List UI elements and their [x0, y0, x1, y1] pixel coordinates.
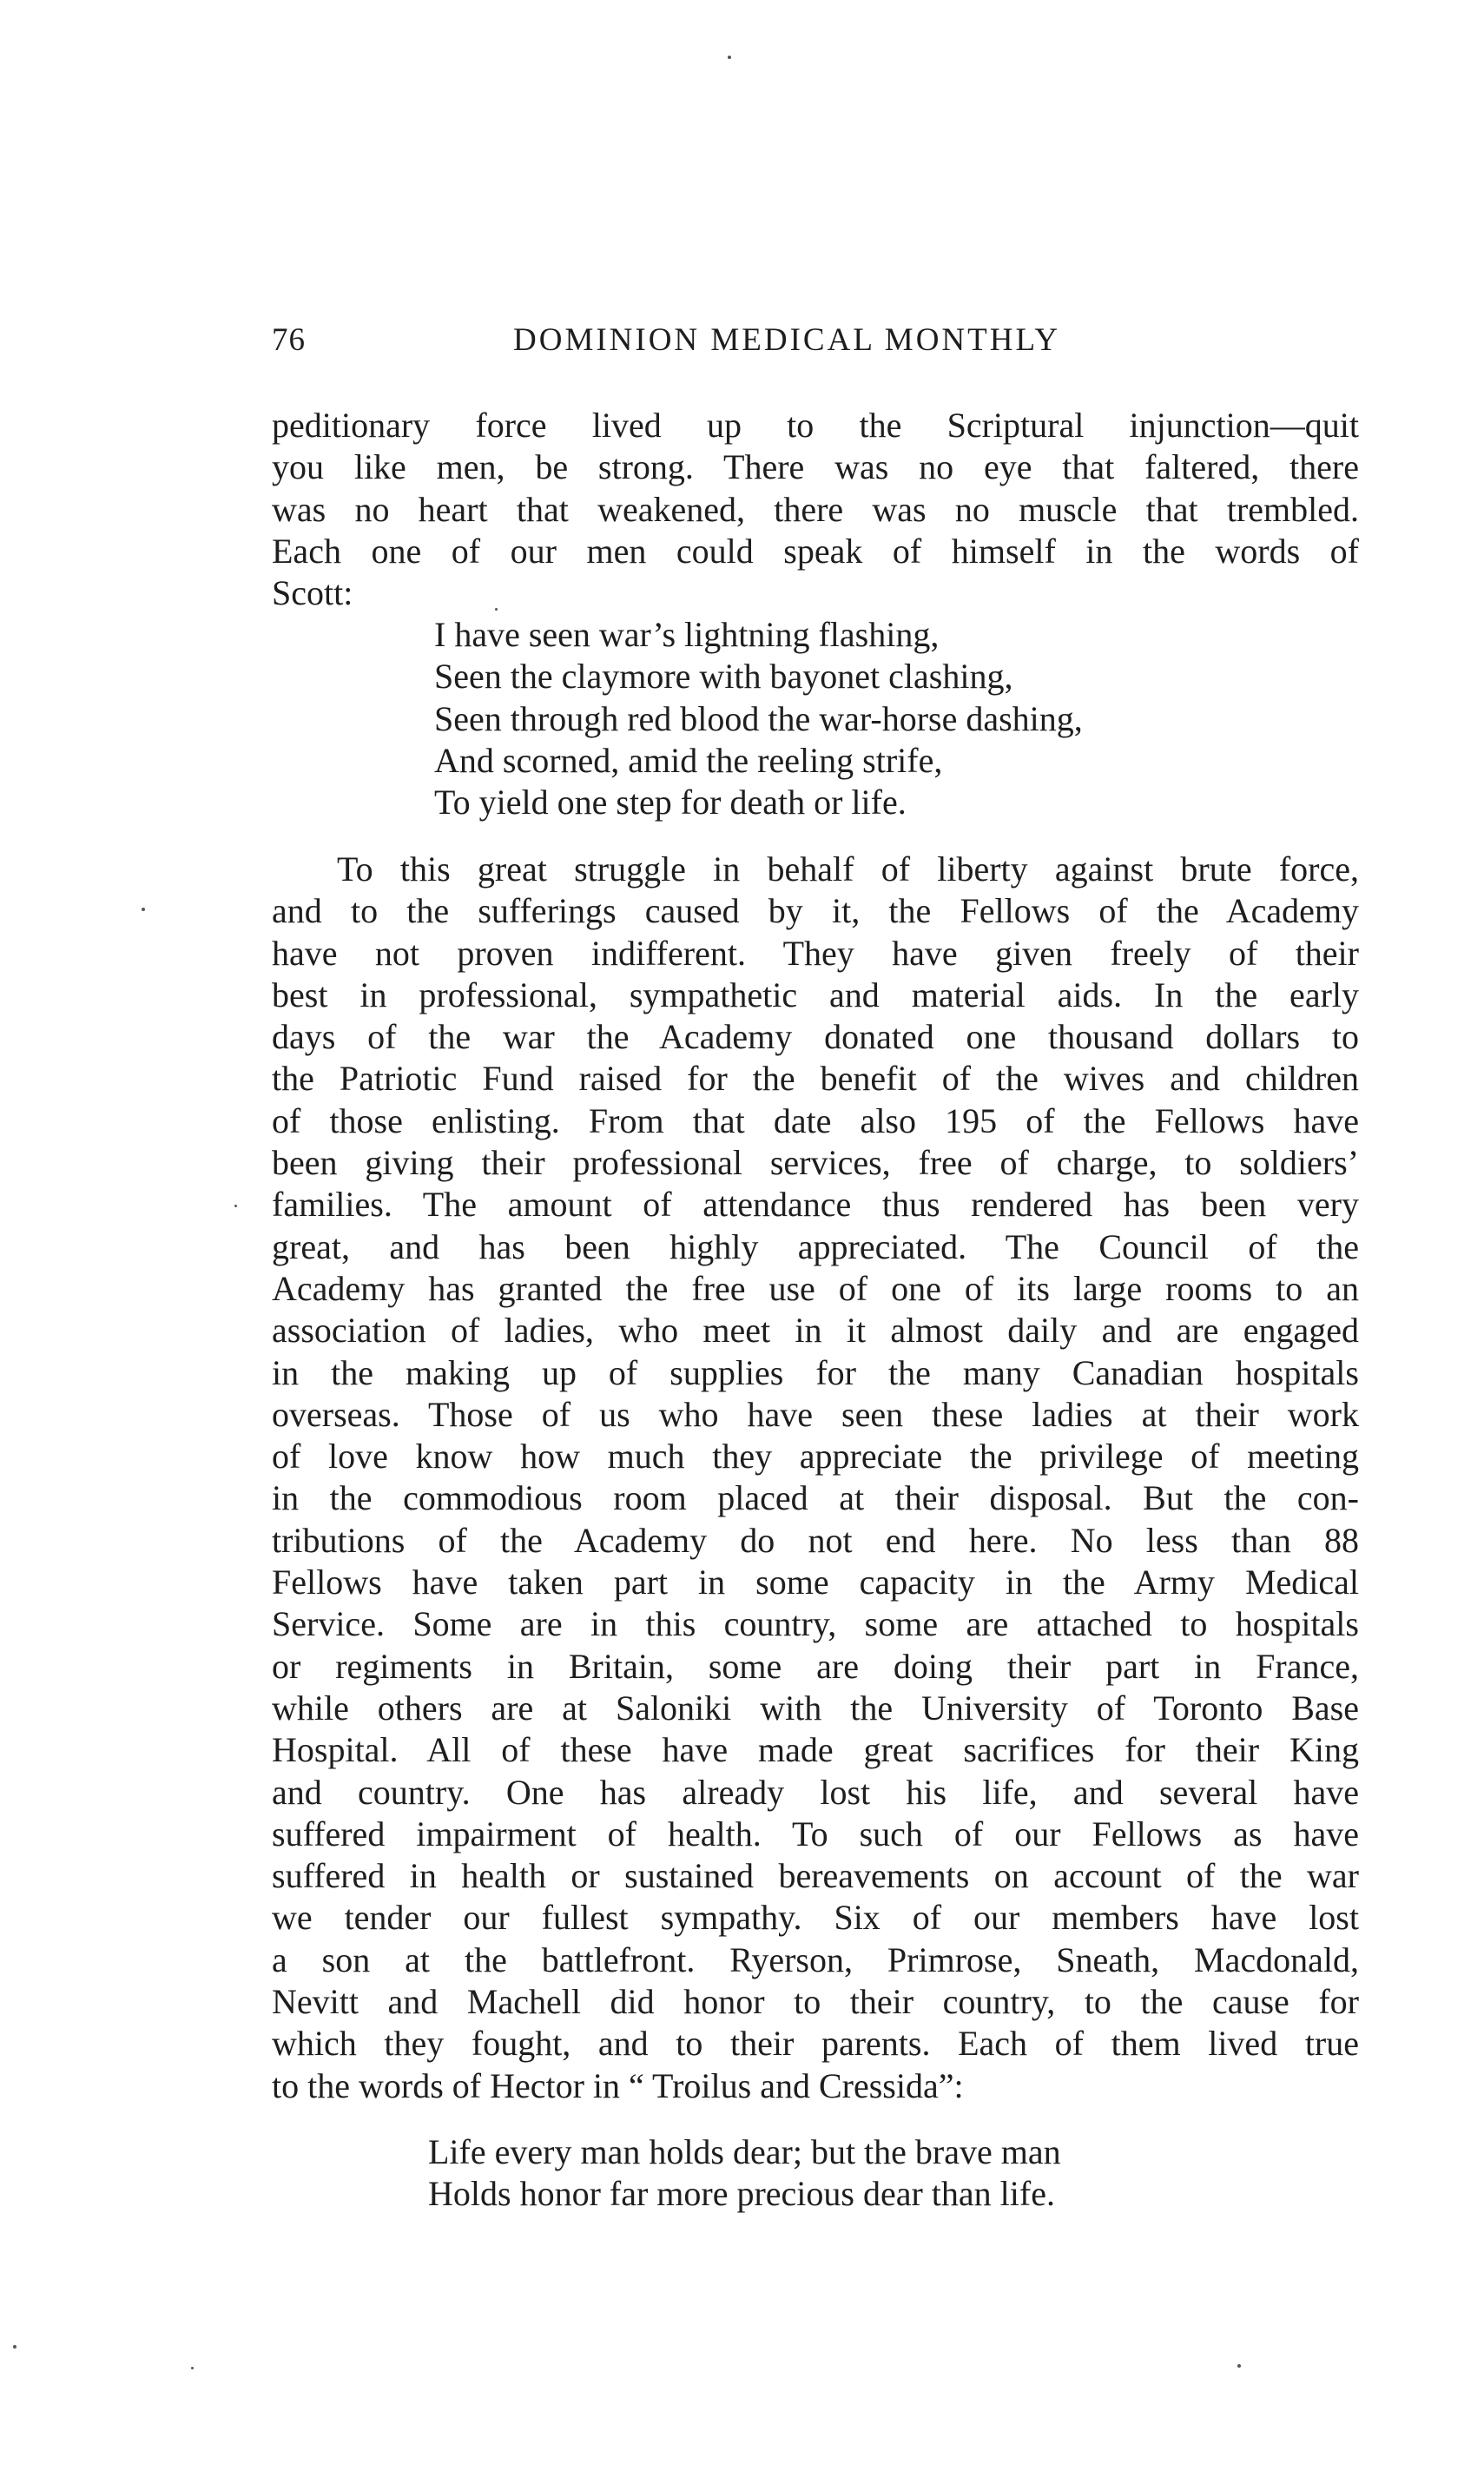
- text-line: the Patriotic Fund raised for the benefit of the wives and children: [272, 1059, 1359, 1099]
- verse-line: Life every man holds dear; but the brave man: [428, 2132, 1061, 2171]
- paragraph-academy: [272, 849, 1359, 2107]
- text-line: Each one of our men could speak of himself in the words of: [272, 531, 1359, 571]
- text-line: while others are at Saloniki with the University of Toronto Base: [272, 1688, 1359, 1728]
- text-line: in the making up of supplies for the many Canadian hospitals: [272, 1352, 1359, 1392]
- text-line: Fellows have taken part in some capacity in the Army Medical: [272, 1563, 1359, 1602]
- scan-speck: [142, 908, 145, 911]
- text-line: have not proven indifferent. They have given freely of their: [272, 933, 1359, 973]
- text-line: been giving their professional services, free of charge, to soldiers’: [272, 1143, 1359, 1183]
- text-line: days of the war the Academy donated one thousand dollars to: [272, 1017, 1359, 1057]
- text-line: To this great struggle in behalf of liberty against brute force,: [337, 849, 1359, 889]
- text-line: of love know how much they appreciate the privilege of meeting: [272, 1437, 1359, 1477]
- scan-speck: [191, 2367, 194, 2369]
- verse-quotation-scott: [434, 614, 1083, 823]
- text-line: was no heart that weakened, there was no muscle that trembled.: [272, 489, 1359, 529]
- text-line: or regiments in Britain, some are doing their part in France,: [272, 1646, 1359, 1686]
- verse-line: Seen through red blood the war-horse dashing,: [434, 698, 1083, 738]
- text-line: Academy has granted the free use of one of its large rooms to an: [272, 1268, 1359, 1308]
- text-line: great, and has been highly appreciated. The Council of the: [272, 1226, 1359, 1266]
- scan-speck: [1237, 2364, 1241, 2368]
- verse-line: Seen the claymore with bayonet clashing,: [434, 657, 1013, 697]
- text-line: best in professional, sympathetic and material aids. In the early: [272, 975, 1359, 1014]
- paragraph-continuation: [272, 405, 1359, 614]
- text-line: peditionary force lived up to the Scriptural injunction—quit: [272, 406, 1359, 445]
- scan-speck: [13, 2345, 16, 2349]
- text-line: suffered in health or sustained bereavements on account of the war: [272, 1856, 1359, 1896]
- text-line: Service. Some are in this country, some are attached to hospitals: [272, 1604, 1359, 1644]
- text-line: in the commodious room placed at their disposal. But the con-: [272, 1478, 1359, 1518]
- text-line: which they fought, and to their parents. Each of them lived true: [272, 2024, 1359, 2064]
- text-line: suffered impairment of health. To such of our Fellows as have: [272, 1814, 1359, 1853]
- text-line: Scott:: [272, 573, 353, 613]
- text-line: you like men, be strong. There was no eye that faltered, there: [272, 447, 1359, 487]
- text-line: overseas. Those of us who have seen these ladies at their work: [272, 1394, 1359, 1434]
- running-title: DOMINION MEDICAL MONTHLY: [513, 322, 1061, 358]
- text-line: a son at the battlefront. Ryerson, Primrose, Sneath, Macdonald,: [272, 1939, 1359, 1979]
- text-line: we tender our fullest sympathy. Six of our members have lost: [272, 1898, 1359, 1938]
- verse-quotation-hector: [428, 2131, 1061, 2216]
- text-line: of those enlisting. From that date also 195 of the Fellows have: [272, 1100, 1359, 1140]
- text-line: tributions of the Academy do not end here. No less than 88: [272, 1520, 1359, 1560]
- text-line: Nevitt and Machell did honor to their country, to the cause for: [272, 1982, 1359, 2022]
- verse-line: And scorned, amid the reeling strife,: [434, 740, 943, 780]
- verse-line: Holds honor far more precious dear than life.: [428, 2174, 1055, 2214]
- text-line: to the words of Hector in “ Troilus and Cressida”:: [272, 2065, 964, 2105]
- text-line: association of ladies, who meet in it almost daily and are engaged: [272, 1311, 1359, 1351]
- scan-speck: [234, 1205, 237, 1207]
- verse-line: I have seen war’s lightning flashing,: [434, 615, 940, 654]
- verse-line: To yield one step for death or life.: [434, 783, 907, 823]
- page-header: [272, 321, 1357, 373]
- text-line: and country. One has already lost his life, and several have: [272, 1772, 1359, 1812]
- text-line: and to the sufferings caused by it, the Fellows of the Academy: [272, 891, 1359, 931]
- text-line: families. The amount of attendance thus rendered has been very: [272, 1185, 1359, 1225]
- page-number: 76: [272, 322, 306, 358]
- scan-speck: [728, 56, 731, 59]
- text-line: Hospital. All of these have made great sacrifices for their King: [272, 1730, 1359, 1770]
- scan-speck: [495, 608, 498, 611]
